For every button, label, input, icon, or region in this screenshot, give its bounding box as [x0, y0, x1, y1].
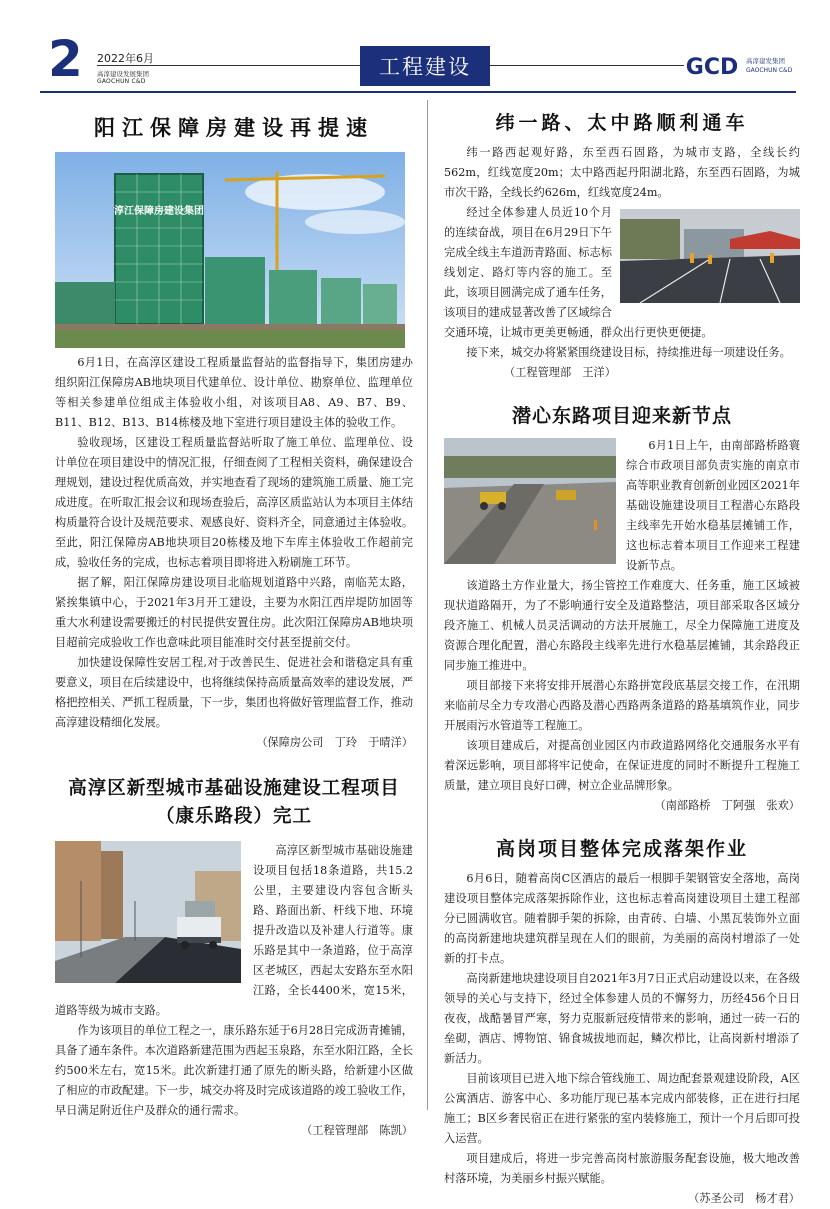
article1-title: 阳江保障房建设再提速 [94, 116, 374, 140]
article4-paragraph-4: 该项目建成后，对提高创业园区内市政道路网络化交通服务水平有着深远影响，项目部将牢记使命，在保证进度的同时不断提升工程施工质量，建立项目良好口碑，树立企业品牌形象。 [444, 739, 800, 792]
section-banner [360, 46, 490, 86]
page-header [0, 0, 830, 92]
article3-byline: （工程管理部 王洋） [504, 366, 616, 379]
article2-photo [55, 841, 241, 983]
issue-date: 2022年6月 [97, 52, 154, 65]
article1-paragraph-3: 据了解，阳江保障房建设项目北临规划道路中兴路，南临芜太路，紧挨集镇中心，于2021年3月开工建设，主要为水阳江西岸堤防加固等重大水利建设需要搬迁的村民提供安置住房。此次阳江保障房AB地块项目超前完成验收工作也意味此项目能准时交付甚至提前交付。 [55, 576, 413, 649]
section-title: 工程建设 [379, 55, 471, 79]
article4-byline: （南部路桥 丁阿强 张欢） [654, 799, 800, 812]
article3-paragraph-3: 接下来，城交办将紧紧围绕建设目标，持续推进每一项建设任务。 [466, 346, 791, 359]
article5-paragraph-3: 目前该项目已进入地下综合管线施工、周边配套景观建设阶段，A区公寓酒店、游客中心、多功能厅现已基本完成内部装修，正在进行扫尾施工；B区乡奢民宿正在进行紧张的室内装修施工，预计一个月后即可投入运营。 [444, 1072, 800, 1145]
article4-paragraph-1: 6月1日上午，由南部路桥路寰综合市政项目部负责实施的南京市高等职业教育创新创业园区2021年基础设施建设项目工程潜心东路段主线率先开始水稳基层摊铺工作，这也标志着本项目工作迎来工程建设新节点。 [626, 439, 800, 572]
article4-body [444, 436, 800, 816]
column-divider [427, 100, 428, 1110]
article1-photo [55, 152, 405, 348]
article3-paragraph-2: 经过全体参建人员近10个月的连续奋战，项目在6月29日下午完成全线主车道沥青路面、标志标线划定、路灯等内容的施工。至此，该项目圆满完成了通车任务，该项目的建成显著改善了区域综合交通环境，让城市更美更畅通，群众出行更快更便捷。 [444, 206, 713, 339]
article5-title: 高岗项目整体完成落架作业 [495, 838, 748, 860]
article1-byline: （保障房公司 丁玲 于晴洋） [256, 736, 413, 749]
article4-paragraph-2: 该道路土方作业量大，扬尘管控工作难度大、任务重，施工区域被现状道路隔开，为了不影响通行安全及道路整洁，项目部采取各区域分段齐施工、机械人员灵活调动的方法开展施工，尽全力保障施工进度及资源合理化配置，潜心东路段主线率先进行水稳基层摊铺，其余路段正同步施工推进中。 [444, 579, 800, 672]
article2-byline: （工程管理部 陈凯） [301, 1124, 413, 1137]
header-bottom-rule [40, 91, 796, 93]
gcd-logo-icon [684, 52, 740, 80]
group-name-en: GAOCHUN C&D [97, 78, 146, 85]
right-column [444, 108, 800, 1209]
article1-paragraph-4: 加快建设保障性安居工程,对于改善民生、促进社会和谐稳定具有重要意义，项目在后续建设中，也将继续保持高质量高效率的建设发展，严格把控相关、严抓工程质量，下一步，集团也将做好管理监督工作，推动高淳建设精细化发展。 [55, 656, 414, 729]
article5-paragraph-2: 高岗新建地块建设项目自2021年3月7日正式启动建设以来，在各级领导的关心与支持下，经过全体参建人员的不懈努力，历经456个日日夜夜，战酷暑冒严寒，努力克服新冠疫情带来的影响，通过一砖一石的垒砌，酒店、博物馆、锦食城拔地而起，鳞次栉比，让高岗新村增添了新活力。 [444, 972, 800, 1065]
article3-paragraph-1: 纬一路西起观好路，东至西石固路，为城市支路，全线长约562m，红线宽度20m；太中路西起丹阳湖北路，东至西石固路，为城市次干路，全线长约626m，红线宽度24m。 [444, 146, 800, 199]
article1-paragraph-2: 验收现场，区建设工程质量监督站听取了施工单位、监理单位、设计单位在项目建设中的情况汇报，仔细查阅了工程相关资料，确保建设合理规划，建设过程优质高效，并实地查看了现场的建筑施工质量、施工完成进度。在听取汇报会议和现场查验后，高淳区质监站认为本项目主体结构质量符合设计及规范要求、观感良好、资料齐全，同意通过主体验收。至此，阳江保障房AB地块项目20栋楼及地下车库主体验收工作超前完成，验收任务的完成，也标志着项目即将进入粉刷施工环节。 [55, 436, 414, 569]
article4-photo [444, 438, 616, 564]
article2-body [55, 841, 413, 1141]
article3-photo [620, 209, 800, 303]
article2-paragraph-1: 高淳区新型城市基础设施建设项目包括18条道路，共15.2公里，主要建设内容包含断头路、路面出新、杆线下地、环境提升改造以及补建人行道等。康乐路是其中一条道路，位于高淳区老城区，西起太安路东至水阳江路，全长4400米，宽15米，道路等级为城市支路。 [55, 844, 413, 1017]
logo-text-en: GAOCHUN C&D [746, 67, 793, 74]
article5-paragraph-4: 项目建成后，将进一步完善高岗村旅游服务配套设施，极大地改善村落环境，为美丽乡村振兴赋能。 [444, 1152, 800, 1185]
article5-paragraph-1: 6月6日，随着高岗C区酒店的最后一根脚手架钢管安全落地，高岗建设项目整体完成落架拆除作业，这也标志着高岗建设项目土建工程部分已圆满收官。随着脚手架的拆除，由青砖、白墙、小黑瓦装饰外立面的高岗新建地块建筑群呈现在人们的眼前，为美丽的高岗村增添了一处新的打卡点。 [444, 872, 800, 965]
left-column [55, 96, 413, 1141]
article2-title-line2: （康乐路段）完工 [155, 806, 312, 827]
logo-text-cn: 高淳建发集团 [746, 57, 785, 65]
svg-text:淳江保障房建设集团: 淳江保障房建设集团 [114, 206, 204, 217]
svg-text:GCD: GCD [685, 55, 739, 80]
article3-body [444, 143, 800, 383]
article2-title [55, 775, 413, 831]
article4-paragraph-3: 项目部接下来将安排开展潜心东路拼宽段底基层交接工作，在汛期来临前尽全力专攻潜心西路及潜心西路两条道路的路基填筑作业，同步开展雨污水管道等工程施工。 [444, 679, 800, 732]
article5-byline: （苏圣公司 杨才君） [688, 1192, 800, 1205]
page-number: 2 [48, 30, 83, 88]
article4-title: 潜心东路项目迎来新节点 [511, 405, 732, 427]
article3-title: 纬一路、太中路顺利通车 [495, 112, 749, 134]
article5-body [444, 869, 800, 1209]
group-name: 高淳建设发展集团 [97, 70, 149, 78]
article2-title-line1: 高淳区新型城市基础设施建设工程项目 [68, 778, 400, 799]
article2-paragraph-2: 作为该项目的单位工程之一，康乐路东延于6月28日完成沥青摊铺，具备了通车条件。本次道路新建范围为西起玉泉路，东至水阳江路，全长约500米左右，宽15米。此次新建打通了原先的断头路，给新建小区做了相应的市政配建。下一步，城交办将及时完成该道路的竣工验收工作，早日满足附近住户及群众的通行需求。 [55, 1024, 414, 1117]
article1-paragraph-1: 6月1日，在高淳区建设工程质量监督站的监督指导下，集团房建办组织阳江保障房AB地块项目代建单位、设计单位、勘察单位、监理单位等相关参建单位组成主体验收小组，对该项目A8、A9、B7、B9、B11、B12、B13、B14栋楼及地下室进行项目建设主体的验收工作。 [55, 356, 413, 429]
